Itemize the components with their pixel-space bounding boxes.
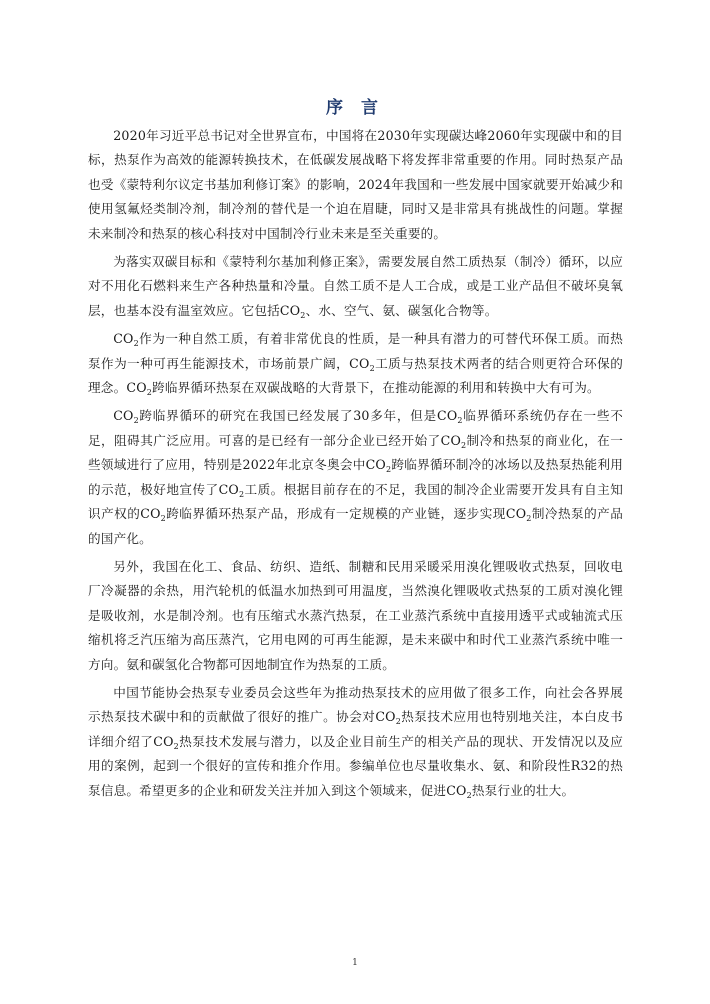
subscript-text: 2	[466, 790, 472, 800]
paragraph-text-run: 制冷热泵的产品的国产化。	[88, 506, 624, 546]
body-paragraph	[88, 404, 623, 550]
subscript-text: 2	[395, 717, 401, 727]
subscript-text: 2	[133, 339, 139, 349]
body-paragraph	[88, 327, 623, 400]
paragraph-text-run: 工质与热泵技术两者的结合则更符合环保的理念。CO	[88, 355, 623, 396]
paragraph-text-run: 另外，我国在化工、食品、纺织、造纸、制糖和民用采暖采用溴化锂吸收式热泵，回收电厂冷凝器的余热，用汽轮机的低温水加热到可用温度，当然溴化锂吸收式热泵的工质对溴化锂是吸收剂，水是制冷剂。也有压缩式水蒸汽热泵，在工业蒸汽系统中直接用透平式或轴流式压缩机将乏汽压缩为高压蒸汽，它用电网的可再生能源，是未来碳中和时代工业蒸汽系统中唯一方向。氨和碳氢化合物都可因地制宜作为热泵的工质。	[88, 558, 623, 672]
body-paragraph	[88, 555, 623, 677]
paragraph-text-run: CO	[113, 331, 134, 347]
paragraph-text-run: 2020年习近平总书记对全世界宣布，中国将在2030年实现碳达峰2060年实现碳中和的目标，热泵作为高效的能源转换技术，在低碳发展战略下将发挥非常重要的作用。同时热泵产品也受《蒙特利尔议定书基加利修订案》的影响，2024年我国和一些发展中国家就要开始减少和使用氢氟烃类制冷剂，制冷剂的替代是一个迫在眉睫，同时又是非常具有挑战性的问题。掌握未来制冷和热泵的核心科技对中国制冷行业未来是至关重要的。	[88, 128, 623, 241]
subscript-text: 2	[385, 465, 392, 475]
subscript-text: 2	[300, 310, 306, 320]
paragraph-text-run: 中国节能协会热泵专业委员会这些年为推动热泵技术的应用做了很多工作，向社会各界展示热泵技术碳中和的贡献做了很好的推广。协会对CO	[88, 684, 623, 725]
body-paragraph	[88, 124, 623, 246]
subscript-text: 2	[526, 514, 532, 524]
body-paragraph	[88, 250, 623, 323]
page-title: 序 言	[326, 98, 384, 118]
subscript-text: 2	[133, 416, 139, 426]
document-body	[88, 124, 623, 807]
subscript-text: 2	[369, 363, 375, 373]
subscript-text: 2	[457, 416, 463, 426]
subscript-text: 2	[238, 489, 245, 499]
paragraph-text-run: 跨临界循环制冷的冰场以及热泵热能利用的示范，极好地宣传了CO	[88, 457, 623, 497]
paragraph-text-run: 为落实双碳目标和《蒙特利尔基加利修正案》，需要发展自然工质热泵（制冷）循环，以应对不用化石燃料来生产各种热量和冷量。自然工质不是人工合成，或是工业产品但不破坏臭氧层，也基本没有温室效应。它包括CO	[88, 254, 623, 318]
subscript-text: 2	[146, 388, 153, 398]
paragraph-text-run: CO	[113, 408, 134, 424]
paragraph-text-run: 临界循环系统仍存在一些不足，阻碍其广泛应用。可喜的是已经有一部分企业已经开始了CO	[88, 408, 623, 448]
paragraph-text-run: 跨临界循环热泵在双碳战略的大背景下，在推动能源的利用和转换中大有可为。	[152, 380, 600, 396]
subscript-text: 2	[173, 741, 179, 751]
paragraph-text-run: 热泵行业的壮大。	[471, 782, 575, 798]
body-paragraph	[88, 681, 623, 803]
paragraph-text-run: 、水、空气、氨、碳氢化合物等。	[305, 302, 498, 318]
paragraph-text-run: 作为一种自然工质，有着非常优良的性质，是一种具有潜力的可替代环保工质。而热泵作为一种可再生能源技术，市场前景广阔，CO	[88, 331, 623, 371]
paragraph-text-run: 热泵技术发展与潜力，以及企业目前生产的相关产品的现状、开发情况以及应用的案例，起到一个很好的宣传和推介作用。参编单位也尽量收集水、氨、和阶段性R32的热泵信息。希望更多的企业和研发关注并加入到这个领域来，促进CO	[88, 733, 623, 798]
paragraph-text-run: 热泵技术应用也特别地关注，本白皮书详细介绍了CO	[88, 709, 624, 749]
paragraph-text-run: 跨临界循环的研究在我国已经发展了30多年，但是CO	[138, 408, 458, 424]
subscript-text: 2	[160, 514, 166, 524]
paragraph-text-run: 跨临界循环热泵产品，形成有一定规模的产业链，逐步实现CO	[165, 506, 527, 522]
page-number: 1	[352, 958, 358, 968]
paragraph-text-run: 工质。根据目前存在的不足，我国的制冷企业需要开发具有自主知识产权的CO	[88, 481, 623, 522]
paragraph-text-run: 制冷和热泵的商业化，在一些领域进行了应用，特别是2022年北京冬奥会中CO	[88, 432, 623, 473]
subscript-text: 2	[460, 440, 467, 450]
